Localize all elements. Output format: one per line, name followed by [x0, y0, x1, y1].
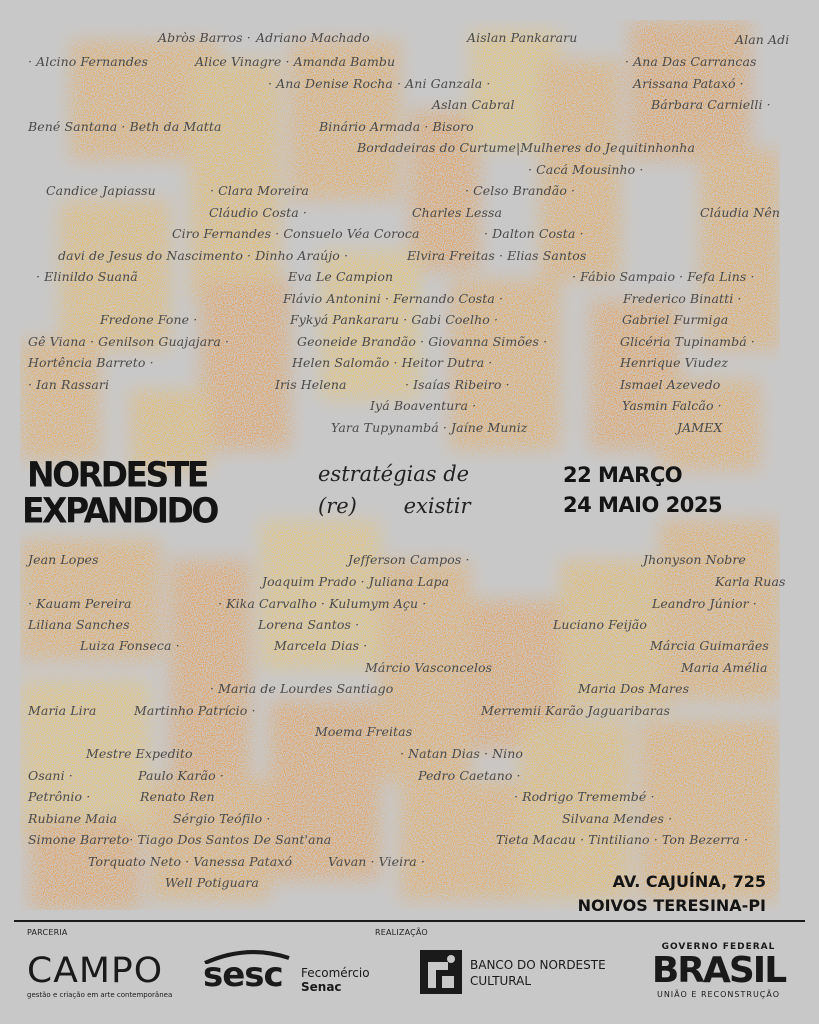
partnership-label: PARCERIA: [27, 928, 68, 937]
artist-name: Well Potiguara: [165, 875, 259, 890]
artist-name: Hortência Barreto ·: [28, 355, 154, 370]
artist-name: Merremii Karão Jaguaribaras: [481, 703, 671, 718]
artist-name: Jhonyson Nobre: [643, 552, 746, 567]
artist-name: Helen Salomão · Heitor Dutra ·: [292, 355, 493, 370]
artist-name: Márcia Guimarães: [650, 638, 769, 653]
artist-name: Cláudio Costa ·: [209, 205, 307, 220]
sesc-wordmark: sesc: [203, 955, 283, 995]
artist-name: Jefferson Campos ·: [348, 552, 470, 567]
title-line-1: NORDESTE: [27, 454, 207, 495]
artist-name: Lorena Santos ·: [258, 617, 360, 632]
artist-name: Luciano Feijão: [553, 617, 647, 632]
subtitle-line-1: estratégias de: [318, 462, 470, 486]
artist-name: Simone Barreto· Tiago Dos Santos De Sant'ana: [28, 832, 332, 847]
artist-name: Flávio Antonini · Fernando Costa ·: [283, 291, 504, 306]
realization-label: REALIZAÇÃO: [375, 928, 428, 937]
artist-name: Silvana Mendes ·: [562, 811, 673, 826]
artist-name: Márcio Vasconcelos: [365, 660, 493, 675]
artist-name: Liliana Sanches: [28, 617, 130, 632]
governo-federal-logo: [651, 942, 786, 999]
gov-wordmark: BRASIL: [651, 950, 786, 991]
gov-top-label: GOVERNO FEDERAL: [661, 942, 776, 952]
artist-name: · Rodrigo Tremembé ·: [514, 789, 655, 804]
artist-name: Maria Lira: [28, 703, 97, 718]
bnb-line-1: BANCO DO NORDESTE: [470, 958, 606, 972]
artist-name: · Kika Carvalho · Kulumym Açu ·: [218, 596, 427, 611]
artist-name: Candice Japiassu: [46, 183, 156, 198]
artist-name: · Fábio Sampaio · Fefa Lins ·: [572, 269, 755, 284]
title-line-2: EXPANDIDO: [22, 490, 217, 531]
artist-name: Binário Armada · Bisoro: [319, 119, 474, 134]
artist-name: Torquato Neto · Vanessa Pataxó: [88, 854, 293, 869]
artist-name: Bené Santana · Beth da Matta: [28, 119, 222, 134]
artist-name: Aslan Cabral: [432, 97, 515, 112]
bnb-line-2: CULTURAL: [470, 974, 532, 988]
artist-name: Rubiane Maia: [28, 811, 118, 826]
artist-name: · Alcino Fernandes: [28, 54, 149, 69]
artist-name: Fykyá Pankararu · Gabi Coelho ·: [290, 312, 499, 327]
artist-name: Pedro Caetano ·: [418, 768, 521, 783]
artist-name: Eva Le Campion: [288, 269, 394, 284]
artist-name: Marcela Dias ·: [274, 638, 368, 653]
start-date: 22 MARÇO: [563, 463, 683, 487]
artist-name: Frederico Binatti ·: [623, 291, 742, 306]
campo-logo: [27, 951, 173, 999]
artist-name: Osani ·: [28, 768, 73, 783]
campo-wordmark: CAMPO: [27, 951, 164, 991]
artist-name: · Elinildo Suanã: [36, 269, 138, 284]
artist-name: Luiza Fonseca ·: [80, 638, 180, 653]
artist-name: Abròs Barros ·: [158, 30, 251, 45]
artist-name: Yasmin Falcão ·: [622, 398, 722, 413]
footer-divider: [14, 920, 805, 922]
artist-name: Maria Amélia: [681, 660, 768, 675]
artist-name: Vavan · Vieira ·: [328, 854, 425, 869]
artist-name: Tieta Macau · Tintiliano · Ton Bezerra ·: [496, 832, 749, 847]
artist-name: Geoneide Brandão · Giovanna Simões ·: [297, 334, 548, 349]
artist-name: · Ana Das Carrancas: [625, 54, 757, 69]
artist-name: JAMEX: [677, 420, 723, 435]
artist-name: Iyá Boaventura ·: [370, 398, 477, 413]
artist-name: Bárbara Carnielli ·: [651, 97, 771, 112]
artist-name: · Isaías Ribeiro ·: [405, 377, 510, 392]
artist-name: Ismael Azevedo: [620, 377, 721, 392]
artist-name: Charles Lessa: [412, 205, 503, 220]
artist-name: · Ian Rassari: [28, 377, 110, 392]
artist-name: Bordadeiras do Curtume|Mulheres do Jequitinhonha: [357, 140, 695, 155]
artist-name: Glicéria Tupinambá ·: [620, 334, 755, 349]
artist-name: Paulo Karão ·: [138, 768, 224, 783]
address-line-2: NOIVOS TERESINA-PI: [577, 896, 766, 915]
address-line-1: AV. CAJUÍNA, 725: [612, 872, 766, 891]
gov-bottom-label: UNIÃO E RECONSTRUÇÃO: [656, 990, 781, 999]
artist-name: · Clara Moreira: [210, 183, 309, 198]
artist-name: Maria Dos Mares: [578, 681, 690, 696]
artist-name: Sérgio Teófilo ·: [173, 811, 271, 826]
artist-name: Moema Freitas: [315, 724, 413, 739]
artist-name: Elvira Freitas · Elias Santos: [407, 248, 587, 263]
sesc-sub-2: Senac: [301, 980, 342, 994]
artist-name: · Kauam Pereira: [28, 596, 132, 611]
artist-name: Mestre Expedito: [86, 746, 193, 761]
artist-name: Jean Lopes: [28, 552, 99, 567]
artist-name: Petrônio ·: [28, 789, 91, 804]
artist-name: · Ana Denise Rocha · Ani Ganzala ·: [268, 76, 491, 91]
artist-name: Martinho Patrício ·: [134, 703, 256, 718]
artist-name: Leandro Júnior ·: [652, 596, 757, 611]
artist-name: Cláudia Nên: [700, 205, 780, 220]
artist-name: · Maria de Lourdes Santiago: [210, 681, 394, 696]
end-date: 24 MAIO 2025: [563, 493, 723, 517]
artist-name: Gabriel Furmiga: [622, 312, 729, 327]
artist-name: Aislan Pankararu: [467, 30, 578, 45]
artist-name: davi de Jesus do Nascimento · Dinho Araújo ·: [58, 248, 349, 263]
artist-name: · Natan Dias · Nino: [400, 746, 524, 761]
artist-name: Ciro Fernandes · Consuelo Véa Coroca: [172, 226, 420, 241]
artist-name: Iris Helena: [275, 377, 347, 392]
artist-name: Gê Viana · Genilson Guajajara ·: [28, 334, 230, 349]
artist-name: · Celso Brandão ·: [465, 183, 576, 198]
artist-name: Joaquim Prado · Juliana Lapa: [262, 574, 450, 589]
artist-name: Renato Ren: [140, 789, 215, 804]
sesc-sub-1: Fecomércio: [301, 966, 370, 980]
campo-tagline: gestão e criação em arte contemporânea: [27, 991, 173, 999]
artist-name: · Cacá Mousinho ·: [528, 162, 644, 177]
artist-name: Fredone Fone ·: [100, 312, 198, 327]
artist-name: Alan Adi: [735, 32, 790, 47]
artist-name: Alice Vinagre · Amanda Bambu: [195, 54, 396, 69]
artist-name: Yara Tupynambá · Jaíne Muniz: [331, 420, 528, 435]
artist-name: Henrique Viudez: [620, 355, 729, 370]
artist-name: Arissana Pataxó ·: [633, 76, 744, 91]
artist-name: Karla Ruas: [715, 574, 786, 589]
artist-name: Adriano Machado: [256, 30, 370, 45]
artist-name: · Dalton Costa ·: [484, 226, 584, 241]
bnb-emblem-icon: [418, 948, 464, 996]
subtitle-line-2: (re) existir: [318, 494, 471, 518]
